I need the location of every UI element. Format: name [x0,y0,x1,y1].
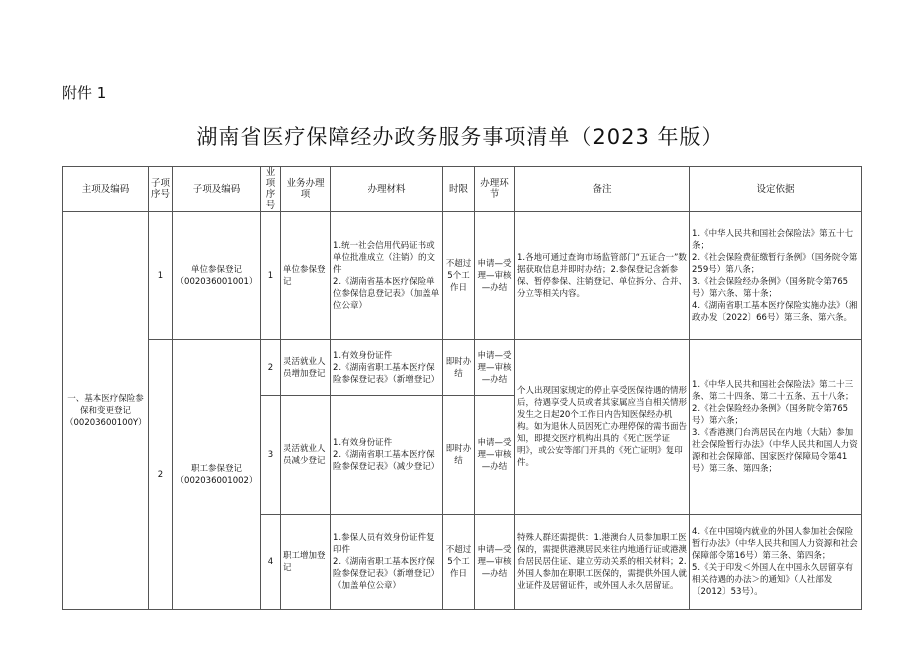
time-limit-cell: 不超过5个工作日 [443,515,475,610]
main-item-cell: 一、基本医疗保险参保和变更登记（00203600100Y） [63,212,149,610]
materials-cell: 1.参保人员有效身份证件复印件 2.《湖南省职工基本医疗保险参保登记表》（新增登记）（加盖单位公章） [331,515,443,610]
table-header-row [63,167,862,212]
sub-item-cell: 职工参保登记（002036001002） [173,340,261,610]
header-biz-name: 业务办理项 [281,167,331,212]
biz-name-cell: 职工增加登记 [281,515,331,610]
header-materials: 办理材料 [331,167,443,212]
time-limit-cell: 即时办结 [443,340,475,396]
steps-cell: 申请—受理—审核—办结 [475,212,515,340]
header-sub-item: 子项及编码 [173,167,261,212]
sub-seq-cell: 1 [149,212,173,340]
time-limit-cell: 即时办结 [443,396,475,515]
steps-cell: 申请—受理—审核—办结 [475,515,515,610]
remarks-cell: 个人出现国家规定的停止享受医保待遇的情形后，待遇享受人员或者其家属应当自相关情形发生之日起20个工作日内告知医保经办机构。如为退休人员因死亡办理停保的需书面告知，即提交医疗机构出具的《死亡医学证明》，或公安等部门开具的《死亡证明》复印件。 [515,340,690,515]
biz-seq-cell: 2 [261,340,281,396]
header-sub-seq: 子项序号 [149,167,173,212]
page-title: 湖南省医疗保障经办政务服务事项清单（2023 年版） [196,125,724,149]
header-biz-seq: 业项序号 [261,167,281,212]
header-time-limit: 时限 [443,167,475,212]
remarks-cell: 1.各地可通过查询市场监管部门“五证合一”数据获取信息并即时办结；2.参保登记含新参保、暂停参保、注销登记、单位拆分、合并、分立等相关内容。 [515,212,690,340]
biz-seq-cell: 4 [261,515,281,610]
biz-seq-cell: 3 [261,396,281,515]
basis-cell: 1.《中华人民共和国社会保险法》第五十七条； 2.《社会保险费征缴暂行条例》（国务院令第259号）第八条； 3.《社会保险经办条例》（国务院令第765号）第六条、第十条； 4.《湖南省职工基本医疗保险实施办法》（湘政办发〔2022〕66号）第三条、第六条。 [690,212,862,340]
basis-cell: 4.《在中国境内就业的外国人参加社会保险暂行办法》（中华人民共和国人力资源和社会保障部令第16号）第三条、第四条； 5.《关于印发＜外国人在中国永久居留享有相关待遇的办法＞的通知》（人社部发〔2012〕53号）。 [690,515,862,610]
biz-name-cell: 灵活就业人员增加登记 [281,340,331,396]
basis-cell: 1.《中华人民共和国社会保险法》第二十三条、第二十四条、第二十五条、五十八条； 2.《社会保险经办条例》（国务院令第765号）第六条； 3.《香港澳门台湾居民在内地（大陆）参加社会保险暂行办法》（中华人民共和国人力资源和社会保障部、国家医疗保障局令第41号）第三条、第四条； [690,340,862,515]
table-row [63,340,862,396]
time-limit-cell: 不超过5个工作日 [443,212,475,340]
table-row [63,212,862,340]
materials-cell: 1.统一社会信用代码证书或单位批准成立（注销）的文件 2.《湖南省基本医疗保险单位参保信息登记表》（加盖单位公章） [331,212,443,340]
sub-item-cell: 单位参保登记（002036001001） [173,212,261,340]
steps-cell: 申请—受理—审核—办结 [475,396,515,515]
sub-seq-cell: 2 [149,340,173,610]
materials-cell: 1.有效身份证件 2.《湖南省职工基本医疗保险参保登记表》（新增登记） [331,340,443,396]
header-steps: 办理环节 [475,167,515,212]
service-items-table [62,166,862,610]
header-remarks: 备注 [515,167,690,212]
biz-seq-cell: 1 [261,212,281,340]
materials-cell: 1.有效身份证件 2.《湖南省职工基本医疗保险参保登记表》（减少登记） [331,396,443,515]
annex-label: 附件 1 [62,84,107,102]
biz-name-cell: 灵活就业人员减少登记 [281,396,331,515]
biz-name-cell: 单位参保登记 [281,212,331,340]
header-main-item: 主项及编码 [63,167,149,212]
header-basis: 设定依据 [690,167,862,212]
steps-cell: 申请—受理—审核—办结 [475,340,515,396]
remarks-cell: 特殊人群还需提供：1.港澳台人员参加职工医保的，需提供港澳居民来往内地通行证或港澳台居民居住证、建立劳动关系的相关材料；2.外国人参加在职职工医保的，需提供外国人就业证件及居留证件，或外国人永久居留证。 [515,515,690,610]
